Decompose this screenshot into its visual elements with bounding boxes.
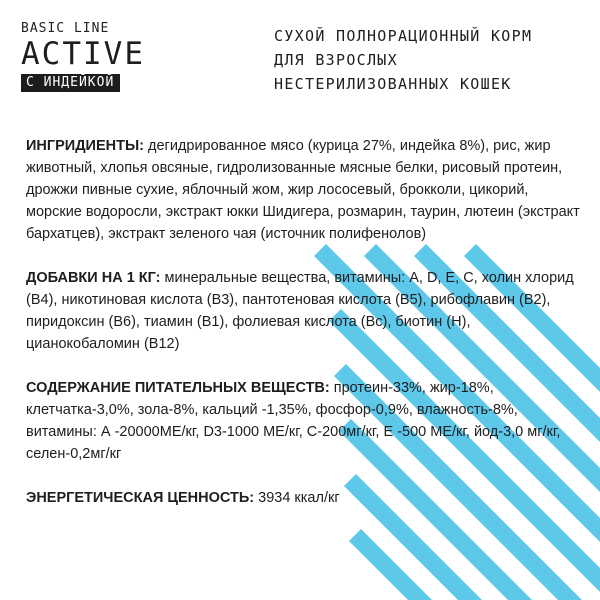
- product-description: [274, 24, 589, 96]
- nutrients-label: СОДЕРЖАНИЕ ПИТАТЕЛЬНЫХ ВЕЩЕСТВ:: [26, 380, 334, 396]
- energy-section: [26, 487, 586, 509]
- product-description-line: ДЛЯ ВЗРОСЛЫХ: [274, 51, 398, 69]
- additives-text: минеральные вещества, витамины: A, D, E, C, холин хлорид (B4), никотиновая кислота (B3), пантотеновая кислота (B5), рибофлавин (B2), пиридоксин (B6), тиамин (B1), фолиевая кислота (Bc), биотин (H), цианокобаломин (B12): [26, 270, 574, 352]
- energy-label: ЭНЕРГЕТИЧЕСКАЯ ЦЕННОСТЬ:: [26, 490, 259, 506]
- additives-label: ДОБАВКИ НА 1 КГ:: [26, 270, 165, 286]
- product-description-line: НЕСТЕРИЛИЗОВАННЫХ КОШЕК: [274, 75, 512, 93]
- ingredients-text: дегидрированное мясо (курица 27%, индейка 8%), рис, жир животный, хлопья овсяные, гидролизованные мясные белки, рисовый протеин, дрожжи пивные сухие, яблочный жом, жир лососевый, брокколи, цикорий, морские водоросли, экстракт юкки Шидигера, розмарин, таурин, лютеин (экстракт бархатцев), экстракт зеленого чая (источник полифенолов): [26, 138, 580, 242]
- ingredients-section: [26, 135, 586, 245]
- nutrients-section: [26, 377, 586, 465]
- flavor-badge: С ИНДЕЙКОЙ: [21, 74, 120, 92]
- brand-line-name: BASIC LINE: [21, 21, 110, 36]
- brand-block: [21, 22, 145, 92]
- composition-content: [26, 135, 586, 509]
- brand-product-name: ACTIVE: [21, 36, 145, 72]
- energy-text: 3934 ккал/кг: [258, 490, 340, 506]
- additives-section: [26, 267, 586, 355]
- nutrients-text: протеин-33%, жир-18%, клетчатка-3,0%, зола-8%, кальций -1,35%, фосфор-0,9%, влажность-8%, витамины: А -20000МЕ/кг, D3-1000 МЕ/кг, С-200мг/кг, Е -500 МЕ/кг, йод-3,0 мг/кг, селен-0,2мг/кг: [26, 380, 561, 462]
- ingredients-label: ИНГРИДИЕНТЫ:: [26, 138, 149, 154]
- product-description-line: СУХОЙ ПОЛНОРАЦИОННЫЙ КОРМ: [274, 27, 533, 45]
